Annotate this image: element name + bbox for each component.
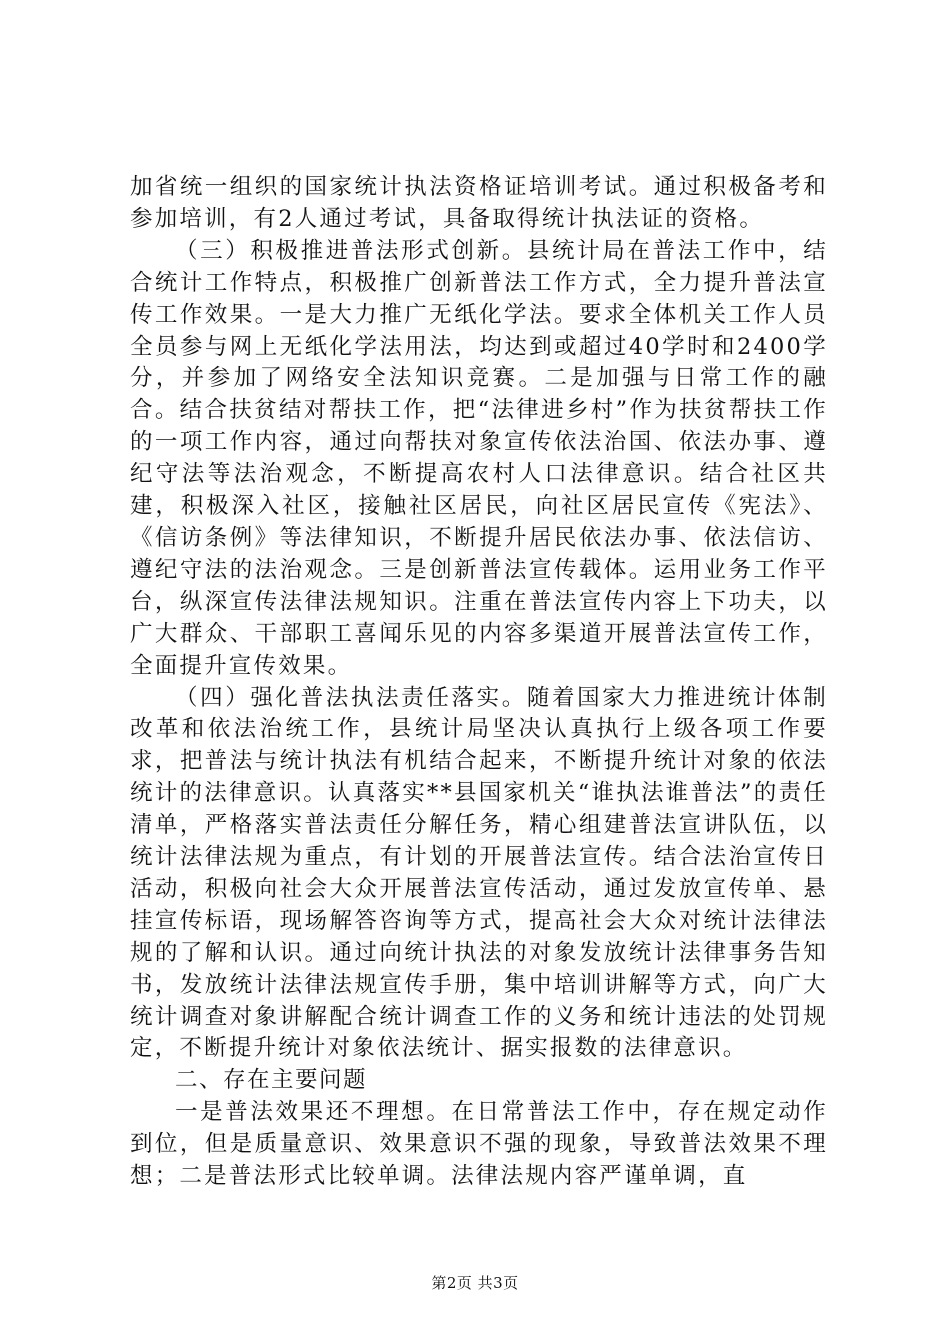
paragraph-section-four: （四）强化普法执法责任落实。随着国家大力推进统计体制改革和依法治统工作，县统计局坚决认真执行上级各项工作要求，把普法与统计执法有机结合起来，不断提升统计对象的依法统计的法律意识。认真落实**县国家机关“谁执法谁普法”的责任清单，严格落实普法责任分解任务，精心组建普法宣讲队伍，以统计法律法规为重点，有计划的开展普法宣传。结合法治宣传日活动，积极向社会大众开展普法宣传活动，通过发放宣传单、悬挂宣传标语，现场解答咨询等方式，提高社会大众对统计法律法规的了解和认识。通过向统计执法的对象发放统计法律事务告知书，发放统计法律法规宣传手册，集中培训讲解等方式，向广大统计调查对象讲解配合统计调查工作的义务和统计违法的处罚规定，不断提升统计对象依法统计、据实报数的法律意识。 bbox=[130, 684, 828, 1062]
page-footer: 第2页 共3页 bbox=[431, 1274, 519, 1292]
paragraph-section-three: （三）积极推进普法形式创新。县统计局在普法工作中，结合统计工作特点，积极推广创新普法工作方式，全力提升普法宣传工作效果。一是大力推广无纸化学法。要求全体机关工作人员全员参与网上无纸化学法用法，均达到或超过40学时和2400学分，并参加了网络安全法知识竞赛。二是加强与日常工作的融合。结合扶贫结对帮扶工作，把“法律进乡村”作为扶贫帮扶工作的一项工作内容，通过向帮扶对象宣传依法治国、依法办事、遵纪守法等法治观念，不断提高农村人口法律意识。结合社区共建，积极深入社区，接触社区居民，向社区居民宣传《宪法》、《信访条例》等法律知识，不断提升居民依法办事、依法信访、遵纪守法的法治观念。三是创新普法宣传载体。运用业务工作平台，纵深宣传法律法规知识。注重在普法宣传内容上下功夫，以广大群众、干部职工喜闻乐见的内容多渠道开展普法宣传工作，全面提升宣传效果。 bbox=[130, 237, 828, 679]
paragraph-continued: 加省统一组织的国家统计执法资格证培训考试。通过积极备考和参加培训，有2人通过考试，具备取得统计执法证的资格。 bbox=[130, 174, 828, 232]
section-heading: 二、存在主要问题 bbox=[175, 1067, 368, 1094]
document-body bbox=[130, 172, 828, 1193]
paragraph-problems: 一是普法效果还不理想。在日常普法工作中，存在规定动作到位，但是质量意识、效果意识不强的现象，导致普法效果不理想；二是普法形式比较单调。法律法规内容严谨单调，直 bbox=[130, 1099, 828, 1190]
